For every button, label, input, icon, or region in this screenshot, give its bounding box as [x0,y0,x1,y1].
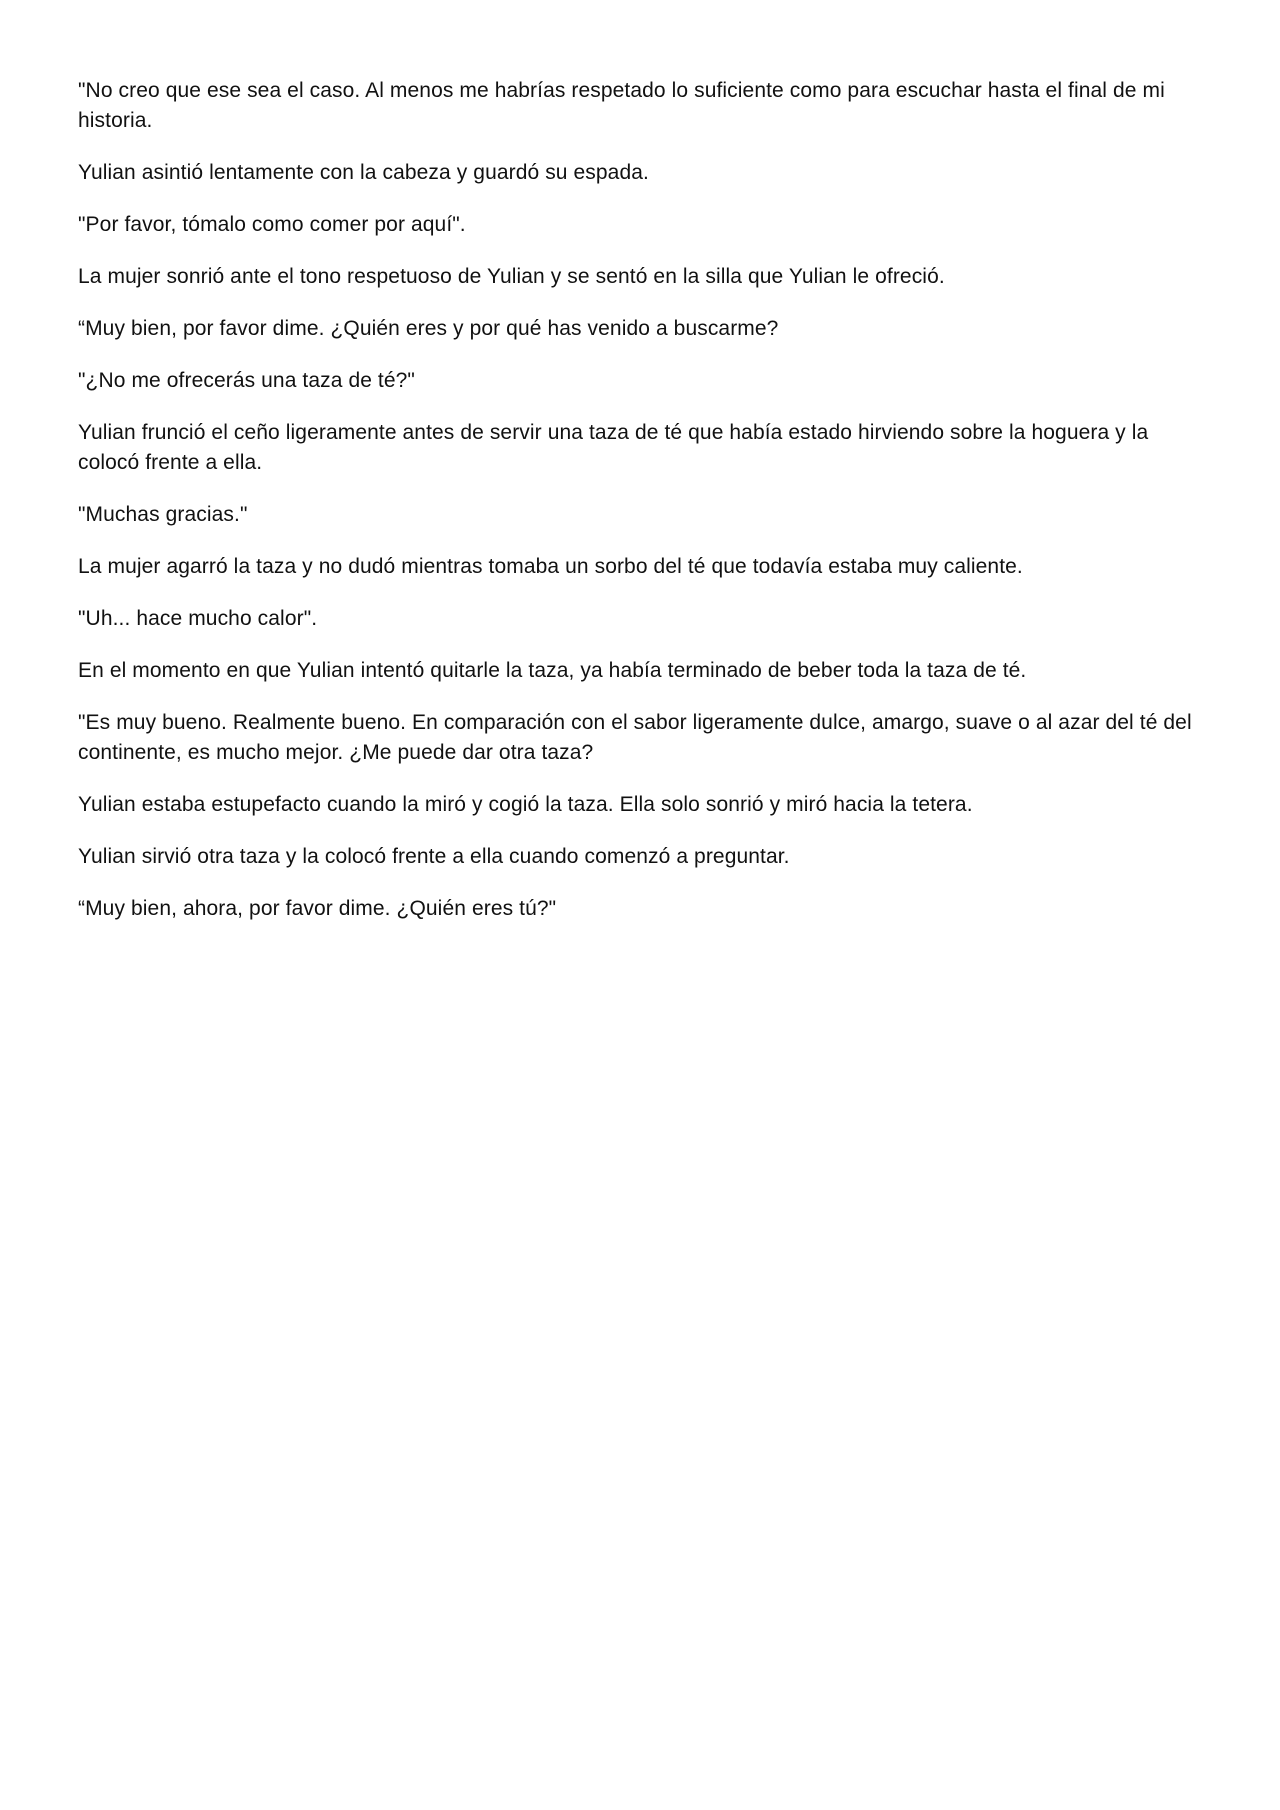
paragraph: "Es muy bueno. Realmente bueno. En comparación con el sabor ligeramente dulce, amargo, suave o al azar del té del continente, es mucho mejor. ¿Me puede dar otra taza? [78,711,1192,764]
paragraph: "No creo que ese sea el caso. Al menos me habrías respetado lo suficiente como para escuchar hasta el final de mi historia. [78,79,1165,132]
paragraph: "Uh... hace mucho calor". [78,607,318,630]
paragraph: “Muy bien, ahora, por favor dime. ¿Quién eres tú?" [78,897,557,920]
paragraph: Yulian sirvió otra taza y la colocó frente a ella cuando comenzó a preguntar. [78,845,790,868]
paragraph: “Muy bien, por favor dime. ¿Quién eres y por qué has venido a buscarme? [78,317,779,340]
paragraph: Yulian asintió lentamente con la cabeza y guardó su espada. [78,161,649,184]
paragraph: La mujer sonrió ante el tono respetuoso de Yulian y se sentó en la silla que Yulian le ofreció. [78,265,945,288]
paragraph: Yulian frunció el ceño ligeramente antes de servir una taza de té que había estado hirviendo sobre la hoguera y la colocó frente a ella. [78,421,1149,474]
paragraph: En el momento en que Yulian intentó quitarle la taza, ya había terminado de beber toda la taza de té. [78,659,1027,682]
paragraph: Yulian estaba estupefacto cuando la miró y cogió la taza. Ella solo sonrió y miró hacia la tetera. [78,793,973,816]
document-body [78,76,1210,946]
paragraph: "¿No me ofrecerás una taza de té?" [78,369,415,392]
paragraph: La mujer agarró la taza y no dudó mientras tomaba un sorbo del té que todavía estaba muy caliente. [78,555,1023,578]
paragraph: "Por favor, tómalo como comer por aquí". [78,213,466,236]
paragraph: "Muchas gracias." [78,503,248,526]
